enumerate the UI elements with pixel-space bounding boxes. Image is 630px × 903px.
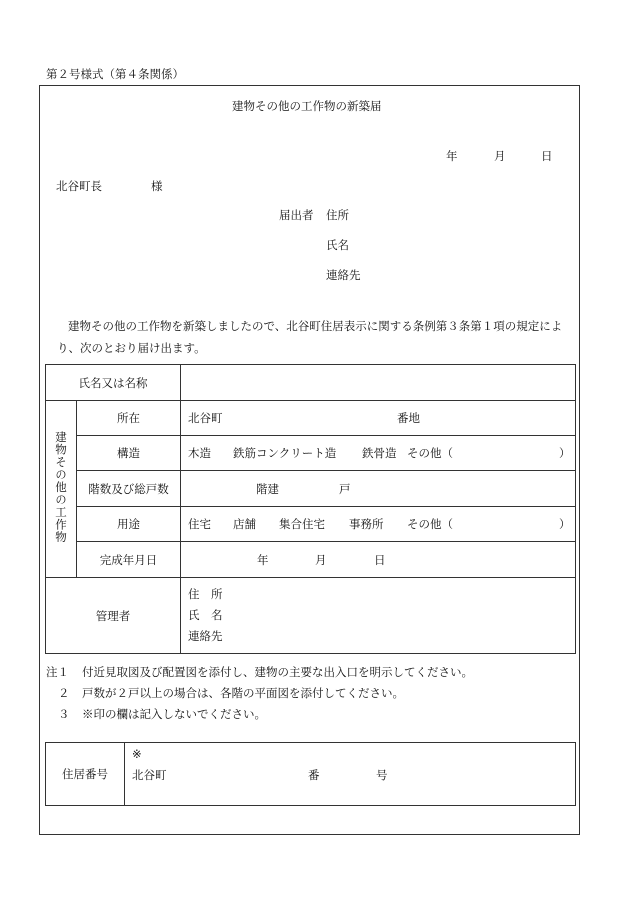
table-row-completion — [46, 542, 576, 578]
use-value-cell[interactable] — [181, 507, 576, 542]
name-value-cell[interactable] — [181, 365, 576, 401]
manager-name-label: 氏 名 — [188, 608, 223, 622]
date-day: 日 — [541, 149, 553, 163]
table-row-name — [46, 365, 576, 401]
location-town: 北谷町 — [188, 411, 223, 425]
address-town: 北谷町 — [132, 768, 167, 782]
structure-rc: 鉄筋コンクリート造 — [233, 446, 337, 460]
table-row-structure — [46, 436, 576, 471]
structure-label: 構造 — [77, 436, 181, 471]
note-2-num: ２ — [58, 686, 70, 700]
completion-label: 完成年月日 — [77, 542, 181, 578]
address-number-table — [45, 742, 576, 806]
name-label: 氏名又は名称 — [46, 365, 181, 401]
note-1-num: 注１ — [46, 665, 69, 679]
applicant-label: 届出者 — [279, 208, 314, 222]
structure-other-close: ） — [559, 446, 571, 460]
use-house: 住宅 — [188, 517, 211, 531]
form-title: 建物その他の工作物の新築届 — [232, 99, 382, 113]
date-month: 月 — [494, 149, 506, 163]
table-row-manager — [46, 578, 576, 654]
use-label: 用途 — [77, 507, 181, 542]
body-text-line-1: 建物その他の工作物を新築しましたので、北谷町住居表示に関する条例第３条第１項の規定によ — [68, 319, 563, 333]
manager-value-cell[interactable] — [181, 578, 576, 654]
location-label: 所在 — [77, 401, 181, 436]
use-shop: 店舗 — [233, 517, 256, 531]
addressee-honorific: 様 — [151, 179, 163, 193]
note-1-text: 付近見取図及び配置図を添付し、建物の主要な出入口を明示してください。 — [82, 665, 473, 679]
use-office: 事務所 — [349, 517, 384, 531]
use-apartment: 集合住宅 — [279, 517, 325, 531]
building-info-table — [45, 364, 576, 654]
applicant-name-label: 氏名 — [326, 238, 349, 252]
address-go: 号 — [376, 768, 388, 782]
table-row-use — [46, 507, 576, 542]
applicant-address-label: 住所 — [326, 208, 349, 222]
floors-value-cell[interactable] — [181, 471, 576, 507]
floors-label: 階数及び総戸数 — [77, 471, 181, 507]
manager-label: 管理者 — [46, 578, 181, 654]
structure-other: その他（ — [407, 446, 453, 460]
floors-kai: 階建 — [256, 481, 279, 496]
note-3-num: ３ — [58, 707, 70, 721]
address-ban: 番 — [308, 768, 320, 782]
addressee-name: 北谷町長 — [56, 179, 102, 193]
use-other-close: ） — [559, 517, 571, 531]
floors-ko: 戸 — [339, 481, 351, 496]
structure-value-cell[interactable] — [181, 436, 576, 471]
applicant-contact-label: 連絡先 — [326, 268, 361, 282]
table-row-floors — [46, 471, 576, 507]
note-3-text: ※印の欄は記入しないでください。 — [82, 707, 266, 721]
completion-month: 月 — [315, 552, 327, 567]
form-number: 第２号様式（第４条関係） — [46, 67, 184, 81]
note-2-text: 戸数が２戸以上の場合は、各階の平面図を添付してください。 — [82, 686, 404, 700]
manager-contact-label: 連絡先 — [188, 629, 223, 643]
completion-value-cell[interactable] — [181, 542, 576, 578]
table-row-location — [46, 401, 576, 436]
structure-wood: 木造 — [188, 446, 211, 460]
date-year: 年 — [446, 149, 458, 163]
completion-year: 年 — [257, 552, 269, 567]
address-number-cell — [125, 743, 576, 806]
location-value-cell[interactable] — [181, 401, 576, 436]
structure-steel: 鉄骨造 — [362, 446, 397, 460]
manager-address-label: 住 所 — [188, 587, 223, 601]
body-text-line-2: り、次のとおり届け出ます。 — [57, 341, 206, 355]
address-number-label: 住居番号 — [46, 743, 125, 806]
building-group-label: 建物その他の工作物 — [46, 401, 77, 578]
completion-day: 日 — [374, 552, 386, 567]
office-use-mark: ※ — [132, 747, 142, 761]
location-banchi: 番地 — [397, 411, 420, 425]
use-other: その他（ — [407, 517, 453, 531]
